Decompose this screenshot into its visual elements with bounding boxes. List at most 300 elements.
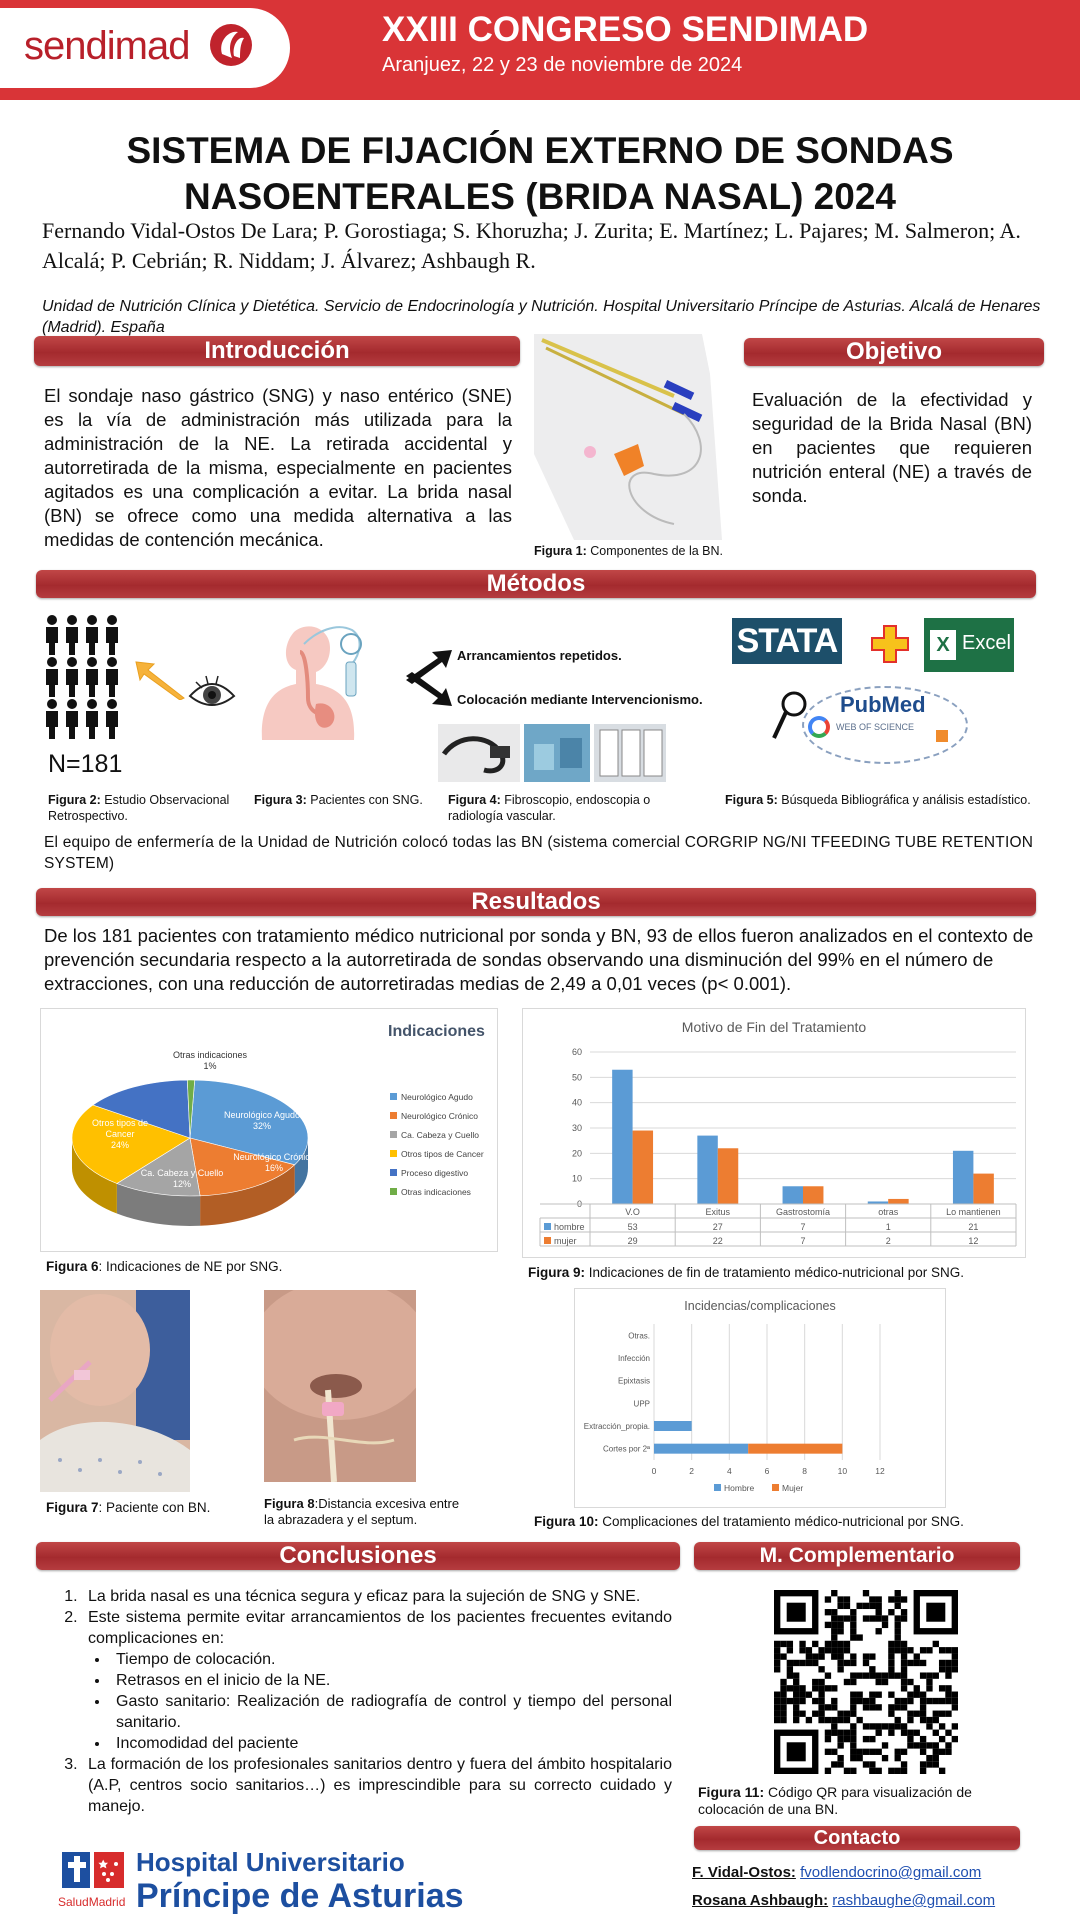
qr-module bbox=[876, 1692, 882, 1698]
qr-module bbox=[844, 1717, 850, 1723]
qr-module bbox=[850, 1730, 856, 1736]
qr-module bbox=[799, 1698, 805, 1704]
qr-code[interactable] bbox=[774, 1590, 958, 1774]
qr-module bbox=[945, 1666, 951, 1672]
legend-swatch bbox=[544, 1223, 551, 1230]
qr-module bbox=[895, 1596, 901, 1602]
contact-email-1[interactable]: fvodlendocrino@gmail.com bbox=[800, 1864, 982, 1881]
figure3-label: Figura 3: bbox=[254, 793, 307, 807]
qr-module bbox=[926, 1723, 932, 1729]
conclusion-subitem: • Gasto sanitario: Realización de radiografía de control y tiempo del personal sanitario. bbox=[110, 1691, 672, 1733]
qr-module bbox=[952, 1736, 958, 1742]
qr-finder bbox=[787, 1603, 806, 1622]
qr-module bbox=[895, 1672, 901, 1678]
x-tick-label: Lo mantienen bbox=[946, 1207, 1001, 1217]
figure6-caption bbox=[46, 1259, 446, 1275]
qr-module bbox=[831, 1615, 837, 1621]
saludmadrid-logo-icon bbox=[60, 1850, 126, 1894]
qr-module bbox=[850, 1672, 856, 1678]
qr-module bbox=[774, 1660, 780, 1666]
qr-module bbox=[888, 1704, 894, 1710]
qr-module bbox=[945, 1742, 951, 1748]
qr-module bbox=[780, 1641, 786, 1647]
qr-module bbox=[901, 1609, 907, 1615]
qr-module bbox=[863, 1698, 869, 1704]
qr-module bbox=[895, 1749, 901, 1755]
qr-module bbox=[920, 1672, 926, 1678]
data-table-value: 2 bbox=[885, 1236, 891, 1246]
qr-module bbox=[863, 1615, 869, 1621]
figure4-caption bbox=[448, 792, 676, 824]
qr-module bbox=[844, 1679, 850, 1685]
qr-module bbox=[876, 1768, 882, 1774]
qr-module bbox=[901, 1672, 907, 1678]
qr-module bbox=[939, 1711, 945, 1717]
qr-module bbox=[901, 1761, 907, 1767]
qr-module bbox=[863, 1704, 869, 1710]
y-tick-label: 40 bbox=[571, 1097, 582, 1108]
figure11-label: Figura 11: bbox=[698, 1784, 765, 1800]
x-tick-label: 0 bbox=[651, 1466, 657, 1476]
qr-module bbox=[888, 1672, 894, 1678]
objetivo-text: Evaluación de la efectividad y seguridad de la Brida Nasal (BN) en pacientes que requieren nutrición enteral (NE) a través de sonda. bbox=[752, 389, 1032, 506]
figure7-text: : Paciente con BN. bbox=[98, 1500, 211, 1515]
qr-finder bbox=[926, 1603, 945, 1622]
bar bbox=[718, 1148, 738, 1204]
qr-module bbox=[831, 1653, 837, 1659]
qr-module bbox=[856, 1698, 862, 1704]
bar bbox=[748, 1444, 842, 1454]
qr-module bbox=[812, 1641, 818, 1647]
data-table-value: 7 bbox=[800, 1236, 806, 1246]
figure2-label: Figura 2: bbox=[48, 793, 101, 807]
qr-module bbox=[850, 1704, 856, 1710]
qr-module bbox=[888, 1596, 894, 1602]
qr-module bbox=[799, 1647, 805, 1653]
qr-module bbox=[825, 1596, 831, 1602]
qr-module bbox=[901, 1679, 907, 1685]
legend-swatch bbox=[772, 1484, 779, 1491]
sendimad-logo-text: sendimad bbox=[24, 24, 190, 68]
y-tick-label: Otras. bbox=[628, 1331, 650, 1341]
qr-module bbox=[952, 1723, 958, 1729]
qr-module bbox=[901, 1749, 907, 1755]
authors: Fernando Vidal-Ostos De Lara; P. Gorostiaga; S. Khoruzha; J. Zurita; E. Martínez; L. Pajares; M. Salmeron; A. Alcalá; P. Cebrián; R. Niddam; J. Álvarez; Ashbaugh R. bbox=[42, 218, 1021, 273]
qr-module bbox=[818, 1653, 824, 1659]
qr-module bbox=[926, 1679, 932, 1685]
y-tick-label: UPP bbox=[633, 1399, 650, 1409]
qr-module bbox=[914, 1653, 920, 1659]
qr-module bbox=[844, 1615, 850, 1621]
qr-module bbox=[920, 1761, 926, 1767]
qr-module bbox=[939, 1736, 945, 1742]
qr-module bbox=[907, 1647, 913, 1653]
qr-module bbox=[863, 1590, 869, 1596]
affiliation: Unidad de Nutrición Clínica y Dietética. Servicio de Endocrinología y Nutrición. Hospital Universitario Príncipe de Asturias. Alcalá de Henares (Madrid). España bbox=[42, 298, 1041, 336]
qr-module bbox=[831, 1647, 837, 1653]
qr-module bbox=[907, 1692, 913, 1698]
qr-module bbox=[774, 1647, 780, 1653]
qr-module bbox=[844, 1711, 850, 1717]
hospital-name-line2: Príncipe de Asturias bbox=[136, 1877, 464, 1915]
qr-module bbox=[818, 1685, 824, 1691]
pie-data-label: Otras indicaciones 1% bbox=[172, 1050, 248, 1071]
qr-module bbox=[844, 1736, 850, 1742]
qr-module bbox=[799, 1641, 805, 1647]
qr-module bbox=[812, 1679, 818, 1685]
qr-module bbox=[793, 1692, 799, 1698]
qr-module bbox=[774, 1717, 780, 1723]
qr-module bbox=[869, 1692, 875, 1698]
metodos-heading: Métodos bbox=[486, 570, 586, 597]
qr-module bbox=[850, 1692, 856, 1698]
data-table-value: 22 bbox=[712, 1236, 723, 1246]
qr-module bbox=[939, 1749, 945, 1755]
qr-module bbox=[825, 1622, 831, 1628]
congress-title: XXIII CONGRESO SENDIMAD bbox=[382, 10, 869, 49]
figure2-text: Estudio Observacional Retrospectivo. bbox=[48, 793, 230, 823]
qr-module bbox=[831, 1717, 837, 1723]
contact-email-2[interactable]: rashbaughe@gmail.com bbox=[832, 1892, 996, 1909]
qr-finder bbox=[787, 1742, 806, 1761]
qr-module bbox=[825, 1749, 831, 1755]
qr-module bbox=[907, 1698, 913, 1704]
qr-module bbox=[888, 1666, 894, 1672]
resultados-heading-banner bbox=[36, 888, 1036, 916]
qr-module bbox=[882, 1622, 888, 1628]
legend-label: hombre bbox=[554, 1222, 585, 1232]
qr-module bbox=[895, 1622, 901, 1628]
poster-title bbox=[60, 128, 1020, 220]
y-tick-label: Cortes por 2ª bbox=[603, 1444, 650, 1454]
qr-module bbox=[901, 1685, 907, 1691]
figure5-text: Búsqueda Bibliográfica y análisis estadístico. bbox=[777, 793, 1031, 807]
qr-module bbox=[856, 1749, 862, 1755]
qr-module bbox=[831, 1634, 837, 1640]
qr-module bbox=[825, 1641, 831, 1647]
qr-module bbox=[812, 1653, 818, 1659]
qr-module bbox=[888, 1609, 894, 1615]
google-scholar-icon bbox=[808, 716, 830, 738]
hbar-chart-title: Incidencias/complicaciones bbox=[684, 1299, 836, 1313]
qr-module bbox=[926, 1717, 932, 1723]
qr-module bbox=[806, 1653, 812, 1659]
legend-label: Hombre bbox=[724, 1483, 755, 1493]
pie-data-label: Ca. Cabeza y Cuello 12% bbox=[140, 1168, 224, 1189]
qr-module bbox=[850, 1660, 856, 1666]
contact-row-1 bbox=[692, 1864, 981, 1881]
qr-module bbox=[793, 1711, 799, 1717]
qr-module bbox=[844, 1660, 850, 1666]
qr-module bbox=[787, 1685, 793, 1691]
qr-module bbox=[850, 1755, 856, 1761]
qr-module bbox=[869, 1596, 875, 1602]
qr-module bbox=[876, 1749, 882, 1755]
qr-module bbox=[952, 1653, 958, 1659]
qr-module bbox=[837, 1653, 843, 1659]
qr-module bbox=[856, 1634, 862, 1640]
qr-module bbox=[812, 1660, 818, 1666]
bar bbox=[888, 1199, 908, 1204]
qr-module bbox=[926, 1698, 932, 1704]
qr-module bbox=[869, 1704, 875, 1710]
figure7-patient-photo bbox=[40, 1290, 190, 1492]
qr-module bbox=[844, 1647, 850, 1653]
qr-module bbox=[831, 1730, 837, 1736]
legend-label: Ca. Cabeza y Cuello bbox=[401, 1130, 479, 1140]
figure10-label: Figura 10: bbox=[534, 1514, 599, 1529]
qr-module bbox=[876, 1723, 882, 1729]
x-tick-label: 2 bbox=[689, 1466, 695, 1476]
y-tick-label: 60 bbox=[571, 1047, 582, 1057]
qr-module bbox=[831, 1622, 837, 1628]
qr-module bbox=[818, 1711, 824, 1717]
qr-module bbox=[952, 1660, 958, 1666]
qr-module bbox=[831, 1698, 837, 1704]
qr-module bbox=[901, 1653, 907, 1659]
qr-module bbox=[850, 1723, 856, 1729]
qr-module bbox=[933, 1672, 939, 1678]
qr-module bbox=[939, 1660, 945, 1666]
qr-module bbox=[774, 1704, 780, 1710]
qr-module bbox=[774, 1698, 780, 1704]
qr-module bbox=[920, 1660, 926, 1666]
web-of-science-logo: WEB OF SCIENCE bbox=[836, 722, 915, 732]
qr-module bbox=[837, 1615, 843, 1621]
figure3-patient-sng-illustration bbox=[256, 622, 396, 740]
qr-module bbox=[895, 1590, 901, 1596]
qr-module bbox=[793, 1679, 799, 1685]
bar-chart-title: Motivo de Fin del Tratamiento bbox=[681, 1019, 867, 1035]
objetivo-heading: Objetivo bbox=[845, 338, 942, 365]
qr-module bbox=[780, 1717, 786, 1723]
bar bbox=[783, 1186, 803, 1204]
qr-module bbox=[825, 1717, 831, 1723]
legend-label: Mujer bbox=[782, 1483, 804, 1493]
qr-module bbox=[793, 1717, 799, 1723]
contacto-heading: Contacto bbox=[813, 1827, 901, 1849]
qr-module bbox=[945, 1672, 951, 1678]
qr-module bbox=[831, 1628, 837, 1634]
qr-module bbox=[895, 1698, 901, 1704]
qr-module bbox=[888, 1653, 894, 1659]
legend-swatch bbox=[390, 1112, 397, 1119]
qr-module bbox=[863, 1736, 869, 1742]
qr-module bbox=[837, 1666, 843, 1672]
qr-module bbox=[926, 1761, 932, 1767]
qr-module bbox=[863, 1723, 869, 1729]
qr-module bbox=[850, 1653, 856, 1659]
excel-logo bbox=[924, 618, 1014, 672]
bar bbox=[697, 1136, 717, 1204]
qr-module bbox=[837, 1603, 843, 1609]
conclusiones-heading: Conclusiones bbox=[279, 1542, 437, 1569]
qr-module bbox=[850, 1679, 856, 1685]
intro-text: El sondaje naso gástrico (SNG) y naso entérico (SNE) es la vía de administración más utilizada para la administración de la NE. La retirada accidental y autorretirada de la misma, especialmente en pacientes agitados es una complicación a evitar. La brida nasal (BN) se ofrece como una medida alternativa a las medidas de contención mecánica. bbox=[44, 385, 512, 550]
qr-module bbox=[876, 1672, 882, 1678]
hospital-name-line1: Hospital Universitario bbox=[136, 1847, 405, 1877]
qr-module bbox=[774, 1641, 780, 1647]
qr-module bbox=[837, 1711, 843, 1717]
qr-module bbox=[901, 1615, 907, 1621]
qr-module bbox=[876, 1603, 882, 1609]
qr-module bbox=[863, 1653, 869, 1659]
qr-module bbox=[806, 1717, 812, 1723]
qr-module bbox=[806, 1692, 812, 1698]
qr-module bbox=[780, 1704, 786, 1710]
qr-module bbox=[787, 1698, 793, 1704]
qr-module bbox=[933, 1755, 939, 1761]
qr-module bbox=[825, 1768, 831, 1774]
qr-module bbox=[812, 1711, 818, 1717]
magnifier-icon bbox=[772, 690, 808, 742]
qr-module bbox=[787, 1672, 793, 1678]
qr-module bbox=[926, 1755, 932, 1761]
qr-module bbox=[787, 1647, 793, 1653]
qr-module bbox=[850, 1749, 856, 1755]
pie-data-label: Neurológico Crónico 16% bbox=[233, 1152, 315, 1173]
qr-module bbox=[933, 1742, 939, 1748]
bar bbox=[953, 1151, 973, 1204]
qr-module bbox=[869, 1736, 875, 1742]
figure11-caption bbox=[698, 1784, 1028, 1818]
qr-module bbox=[850, 1615, 856, 1621]
qr-module bbox=[818, 1717, 824, 1723]
x-tick-label: V.O bbox=[625, 1207, 640, 1217]
qr-module bbox=[806, 1660, 812, 1666]
intro-heading-banner bbox=[34, 336, 520, 366]
qr-module bbox=[831, 1685, 837, 1691]
qr-module bbox=[850, 1609, 856, 1615]
qr-module bbox=[888, 1711, 894, 1717]
complementario-heading-banner bbox=[694, 1542, 1020, 1570]
branch-arrows-icon bbox=[400, 646, 454, 708]
resultados-heading: Resultados bbox=[471, 888, 601, 915]
intro-heading: Introducción bbox=[204, 337, 350, 364]
qr-module bbox=[895, 1634, 901, 1640]
qr-module bbox=[895, 1755, 901, 1761]
stata-logo: STATA bbox=[732, 618, 842, 664]
qr-module bbox=[818, 1692, 824, 1698]
bar bbox=[654, 1421, 692, 1431]
conclusion-item bbox=[82, 1607, 672, 1754]
congress-place-date: Aranjuez, 22 y 23 de noviembre de 2024 bbox=[382, 54, 743, 76]
qr-module bbox=[933, 1641, 939, 1647]
arrow-label-intervencionismo: Colocación mediante Intervencionismo. bbox=[457, 692, 703, 707]
qr-module bbox=[914, 1742, 920, 1748]
qr-module bbox=[920, 1749, 926, 1755]
figure3-caption bbox=[254, 792, 444, 808]
figure10-text: Complicaciones del tratamiento médico-nutricional por SNG. bbox=[598, 1514, 964, 1529]
pie-title: Indicaciones bbox=[388, 1023, 485, 1040]
qr-module bbox=[920, 1647, 926, 1653]
figure7-caption bbox=[46, 1500, 246, 1516]
x-tick-label: 10 bbox=[837, 1466, 848, 1476]
data-table-value: 1 bbox=[885, 1222, 891, 1232]
qr-module bbox=[895, 1603, 901, 1609]
qr-module bbox=[837, 1736, 843, 1742]
qr-module bbox=[882, 1742, 888, 1748]
qr-module bbox=[907, 1679, 913, 1685]
qr-module bbox=[869, 1749, 875, 1755]
qr-module bbox=[895, 1723, 901, 1729]
qr-module bbox=[837, 1622, 843, 1628]
qr-module bbox=[806, 1647, 812, 1653]
data-table-value: 21 bbox=[968, 1222, 979, 1232]
qr-module bbox=[850, 1622, 856, 1628]
eye-icon bbox=[186, 670, 238, 718]
figure4-procedure-photos bbox=[438, 724, 666, 782]
qr-module bbox=[952, 1647, 958, 1653]
qr-module bbox=[933, 1717, 939, 1723]
qr-module bbox=[850, 1742, 856, 1748]
figure4-label: Figura 4: bbox=[448, 793, 501, 807]
qr-module bbox=[920, 1768, 926, 1774]
figure6-text: : Indicaciones de NE por SNG. bbox=[98, 1259, 283, 1274]
conclusiones-heading-banner bbox=[36, 1542, 680, 1570]
qr-module bbox=[869, 1653, 875, 1659]
figure1-text: Componentes de la BN. bbox=[586, 544, 723, 558]
y-tick-label: 10 bbox=[571, 1173, 582, 1184]
qr-module bbox=[914, 1692, 920, 1698]
qr-module bbox=[831, 1761, 837, 1767]
qr-module bbox=[831, 1749, 837, 1755]
resultados-text: De los 181 pacientes con tratamiento médico nutricional por sonda y BN, 93 de ellos fueron analizados en el contexto de prevención secundaria respecto a la autorretirada de sondas observando una disminución del 99% en el número de extracciones, con una reducción de autorretiradas medias de 2,49 a 0,01 veces (p< 0.001). bbox=[44, 925, 1034, 994]
figure6-label: Figura 6 bbox=[46, 1259, 99, 1274]
qr-module bbox=[869, 1603, 875, 1609]
qr-module bbox=[888, 1730, 894, 1736]
qr-module bbox=[914, 1685, 920, 1691]
qr-module bbox=[952, 1666, 958, 1672]
qr-module bbox=[945, 1647, 951, 1653]
qr-module bbox=[863, 1672, 869, 1678]
legend-swatch bbox=[544, 1237, 551, 1244]
poster-title-line2: NASOENTERALES (BRIDA NASAL) 2024 bbox=[184, 176, 896, 217]
qr-module bbox=[952, 1704, 958, 1710]
qr-module bbox=[933, 1711, 939, 1717]
x-tick-label: 8 bbox=[802, 1466, 808, 1476]
data-table-value: 53 bbox=[627, 1222, 638, 1232]
qr-module bbox=[876, 1679, 882, 1685]
qr-module bbox=[888, 1723, 894, 1729]
figure11-text: Código QR para visualización de colocación de una BN. bbox=[698, 1784, 972, 1817]
figure9-caption bbox=[528, 1265, 1028, 1281]
legend-label: Proceso digestivo bbox=[401, 1168, 469, 1178]
qr-module bbox=[825, 1704, 831, 1710]
figure6-pie-chart bbox=[40, 1008, 498, 1252]
qr-module bbox=[837, 1641, 843, 1647]
qr-module bbox=[812, 1685, 818, 1691]
figure8-septum-photo bbox=[264, 1290, 416, 1482]
qr-module bbox=[888, 1641, 894, 1647]
qr-module bbox=[895, 1704, 901, 1710]
qr-module bbox=[907, 1660, 913, 1666]
y-tick-label: 50 bbox=[571, 1072, 582, 1083]
data-table-value: 29 bbox=[627, 1236, 638, 1246]
qr-module bbox=[831, 1590, 837, 1596]
objetivo-heading-banner bbox=[744, 338, 1044, 366]
qr-module bbox=[818, 1704, 824, 1710]
qr-module bbox=[787, 1641, 793, 1647]
legend-label: Otros tipos de Cancer bbox=[401, 1149, 484, 1159]
bar bbox=[973, 1174, 993, 1204]
qr-module bbox=[831, 1704, 837, 1710]
qr-module bbox=[850, 1736, 856, 1742]
qr-module bbox=[907, 1717, 913, 1723]
qr-module bbox=[837, 1730, 843, 1736]
qr-module bbox=[799, 1692, 805, 1698]
qr-module bbox=[901, 1723, 907, 1729]
